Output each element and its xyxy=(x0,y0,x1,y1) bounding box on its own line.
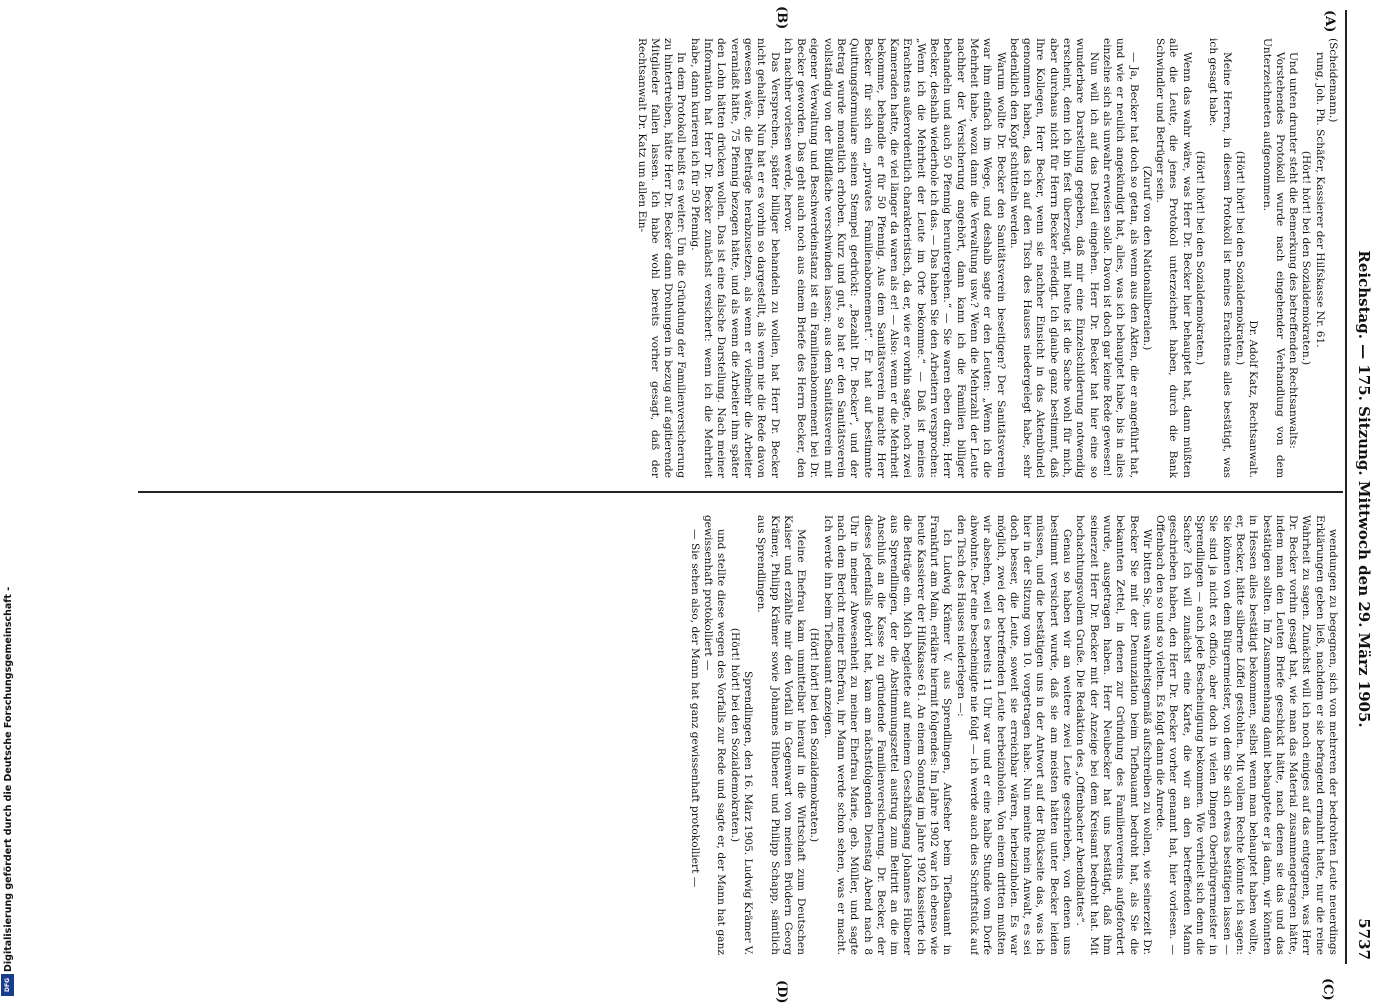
paragraph: Sprendlingen, den 16. März 1905. Ludwig Krämer V. xyxy=(741,671,754,955)
paragraph: In dem Protokoll heißt es weiter: Um die Gründung der Familienversicherung zu hintertreiben, hätte Herr Dr. Becker dann Drohungen in bezug auf agitierende Mitglieder fallen lassen. Ich habe wohl bereits vorher gesagt, daß der Rechtsanwalt Dr. Katz um allen Ein- xyxy=(635,38,688,478)
right-column xyxy=(149,515,1339,955)
paragraph: Meine Herren, in diesem Protokoll ist meines Erachtens alles bestätigt, was ich gesagt habe. xyxy=(1207,38,1233,478)
paragraph: Ich Ludwig Krämer V. aus Sprendlingen, Aufseher beim Tiefbauamt in Frankfurt am Main, erkläre hiermit folgendes: Im Jahre 1902 war ich ebenso wie heute Kassierer der Hilfskasse 61. An einem Sonntag im Jahre 1902 kassierte ich die Beiträge ein. Mich begleitete auf meinem Geschäftsgang Johannes Hübener aus Sprendlingen, der die Abstimmungszettel austrug zum Beitritt an die im Anschluß an die Kasse zu gründende Familienversicherung. Dr. Becker, der dieses jedenfalls gehört hat, kam am nächstfolgenden Dienstag Abend nach 8 Uhr in meiner Abwesenheit zu meiner Ehefrau Marie, geb. Müller, und sagte nach dem Bericht meiner Ehefrau, ihr Mann werde schon sehen, was er macht. Ich werde ihn beim Tiefbauamt anzeigen. xyxy=(821,515,954,955)
paragraph: (Hört! hört! bei den Sozialdemokraten.) xyxy=(1194,150,1207,366)
digitization-footer xyxy=(0,586,16,1000)
paragraph: — Ja, Becker hat doch so getan, als wenn aus den Akten, die er angeführt hat, und wie er neulich angekündigt hat, alles, was ich behauptet habe, bis in alles einzelne sich als unwahr erweisen solle. Davon ist doch gar keine Rede gewesen! xyxy=(1100,38,1140,478)
running-title: Reichstag. — 175. Sitzung. Mittwoch den 29. März 1905. xyxy=(1355,250,1373,728)
paragraph: Meine Ehefrau kam unmittelbar hierauf in die Wirtschaft zum Deutschen Kaiser und erzählte mir den Vorfall in Gegenwart von meinen Brüdern Georg Krämer, Philipp Krämer sowie Johannes Hübener und Philipp Schapp, sämtlich aus Sprendlingen. xyxy=(755,515,808,955)
paragraph: Warum wollte Dr. Becker den Sanitätsverein beseitigen? Der Sanitätsverein war ihm einfach im Wege, und deshalb sagte er den Leuten: „Wenn ich die Mehrheit habe, wozu dann die Verwaltung usw.? Wenn die Mehrzahl der Leute nachher der Versicherung angehört, dann kann ich die Familien billiger behandeln und auch 50 Pfennig heruntergehen.“ — Sie waren eben dran; Herr Becker, deshalb wiederhole ich das. — Das haben Sie den Arbeitern versprochen: „Wenn ich die Mehrheit der Leute im Orte bekomme.“ — Daß ist meines Erachtens außerordentlich charakteristisch, da er, wie er vorhin sagte, noch zwei Kameraden hatte, die viel länger da waren als er! — Also: wenn er die Mehrheit bekomme, behandle er für 50 Pfennig. Aus dem Sanitätsverein machte Herr Becker für sich ein „privates Familienabonnement“. Er hat auf bestimmte Quittungsformulare seinen Stempel gedrückt: „Bezahlt Dr. Becker“, und der Betrag wurde monatlich erhoben. Kurz und gut, so hat er den Sanitätsverein vollständig von der Bildfläche verschwinden lassen; aus dem Sanitätsverein mit eigener Verwaltung und Beschwerdeinstanz ist ein Familienabonnement bei Dr. Becker geworden. Das geht auch noch aus einem Briefe des Herrn Becker, den ich nachher vorlesen werde, hervor. xyxy=(781,38,1007,478)
paragraph: (Zuruf von den Nationalliberalen.) xyxy=(1140,165,1153,351)
margin-marker-a: (A) xyxy=(1322,10,1337,33)
page-number: 5737 xyxy=(1355,918,1373,960)
margin-marker-c: (C) xyxy=(1320,978,1335,1001)
header-rule xyxy=(1345,10,1347,964)
column-divider xyxy=(138,491,1343,493)
paragraph: (Hört! hört! bei den Sozialdemokraten.) xyxy=(728,627,741,843)
paragraph: (Hört! hört! bei den Sozialdemokraten.) xyxy=(1233,150,1246,366)
paragraph: Das Versprechen, später billiger behandeln zu wollen, hat Herr Dr. Becker nicht gehalten. Nun hat er es vorhin so dargestellt, als wenn nie die Rede davon gewesen wäre, die Beiträge herabzusetzen, als wenn er vielmehr die Arbeiter veranlaßt hätte, 75 Pfennig bezogen hätte, und als wenn die Arbeiter ihm später den Lohn hätten drücken wollen. Das ist eine falsche Darstellung. Nach meiner Information hat Herr Dr. Becker zunächst versichert: wenn ich die Mehrheit habe, dann kurieren ich für 50 Pfennig. xyxy=(688,38,781,478)
paragraph: (Scheidemann.) xyxy=(1327,38,1339,123)
margin-marker-b: (B) xyxy=(774,6,789,30)
paragraph: rung, Joh. Ph. Schäfer, Kassierer der Hilfskasse Nr. 61. xyxy=(1313,52,1326,348)
paragraph: und stellte diese wegen des Vorfalls zur Rede und sagte er, der Mann hat ganz gewissenhaft protokolliert — xyxy=(702,515,728,955)
paragraph: Nun will ich auf das Detail eingehen. Herr Dr. Becker hat hier eine so wunderbare Darstellung gegeben, daß mir eine Einzelschilderung notwendig erscheint, denn ich bin fest überzeugt, mit heute ist die Sache wohl für mich, aber durchaus nicht für Herrn Becker erledigt. Ich glaube ganz bestimmt, daß Ihre Kollegen, Herr Becker, wenn sie nachher Einsicht in das Aktenbündel genommen haben, das ich auf den Tisch des Hauses niedergelegt habe, sehr bedenklich den Kopf schütteln werden. xyxy=(1007,38,1100,478)
paragraph: (Hört! hört! bei den Sozialdemokraten.) xyxy=(808,627,821,843)
paragraph: Wir bitten Sie, uns wahrheitsgemäß aufschreiben zu wollen, wie seinerzeit Dr. Becker Sie mit der Denunziation beim Tiefbauamt bedroht hat, als Sie die bekannten Zettel, in denen zur Gründung des Familienvereins aufgefordert wurde, ausgetragen haben. Herr Neubecker hat uns bestätigt, daß ihm seinerzeit Herr Dr. Becker mit der Anzeige bei dem Kreisamt bedroht hat. Mit hochachtungsvollem Gruße. Die Redaktion des „Offenbacher Abendblattes“. xyxy=(1074,515,1153,955)
paragraph: Wenn das wahr wäre, was Herr Dr. Becker hier behauptet hat, dann müßten alle die Leute, die jenes Protokoll unterzeichnet haben, durch die Bank Schwindler und Betrüger sein. xyxy=(1154,38,1193,478)
paragraph: Vorstehendes Protokoll wurde nach eingehender Verhandlung von dem Unterzeichneten aufgenommen. xyxy=(1260,38,1286,478)
paragraph: (Hört! hört! bei den Sozialdemokraten.) xyxy=(1300,150,1313,366)
left-column xyxy=(149,38,1339,478)
margin-marker-d: (D) xyxy=(774,980,789,1004)
paragraph: — Sie sehen also, der Mann hat ganz gewissenhaft protokolliert — xyxy=(688,529,701,888)
page-header xyxy=(1347,18,1373,960)
paragraph: Dr. Adolf Katz, Rechtsanwalt. xyxy=(1247,320,1260,478)
paragraph: wendungen zu begegnen, sich von mehreren der bedrohten Leute neuerdings Erklärungen geben ließ, nachdem er sie befragend ermahnt hatte, nur die reine Wahrheit zu sagen. Zunächst will ich noch einiges auf das entgegnen, was Herr Dr. Becker vorhin gesagt hat, wie man das Material zusammengetragen hätte, indem man den Leuten Briefe geschickt hätte, nach denen sie das und das bestätigen sollten. Im Zusammenhang damit behauptete er ja dann, wir könnten in Hessen alles bestätigt bekommen, selbst wenn man behauptet haben wollte, er, Becker, hätte silberne Löffel gestohlen. Mit vollem Rechte könnte ich sagen: Sie können von dem Bürgermeister, von dem Sie sich etwas bestätigen lassen — Sie sind ja nicht ex officio, aber doch in vielen Dingen Oberbürgermeister in Sprendlingen — auch jede Bescheinigung bekommen. Wie verhielt sich denn die Sache? Ich will zunächst eine Karte, die wir an den betreffenden Mann geschrieben haben, den Herr Dr. Becker vorher genannt hat, hier vorlesen. — Offenbach den so und so vielten. Es folgt dann die Anrede. xyxy=(1154,515,1339,955)
dfg-logo: DFG xyxy=(1,974,14,996)
paragraph: Und unten drunter steht die Bemerkung des betreffenden Rechtsanwalts: xyxy=(1287,52,1300,449)
paragraph: Genau so haben wir an weitere zwei Leute geschrieben, von denen uns bestimmt versichert wurde, daß sie am meisten hätten unter Becker leiden müssen, und die bestätigen uns in der Antwort auf der Rückseite das, was ich hier in der Sitzung vom 10. vorgetragen habe. Nun meinte mein Anwalt, es sei doch besser, die Leute, soweit sie erreichbar wären, herbeizuholen. Es war möglich, zwei der betreffenden Leute herbeizuholen. Von einem dritten mußten wir absehen, weil es bereits 11 Uhr war und er eine halbe Stunde vom Dorfe abwohnte. Der eine bescheinigte nie folgt — ich werde auch dies Schriftstück auf den Tisch des Hauses niederlegen —: xyxy=(954,515,1074,955)
footer-credit: Digitalisierung gefördert durch die Deutsche Forschungsgemeinschaft - xyxy=(3,586,14,972)
